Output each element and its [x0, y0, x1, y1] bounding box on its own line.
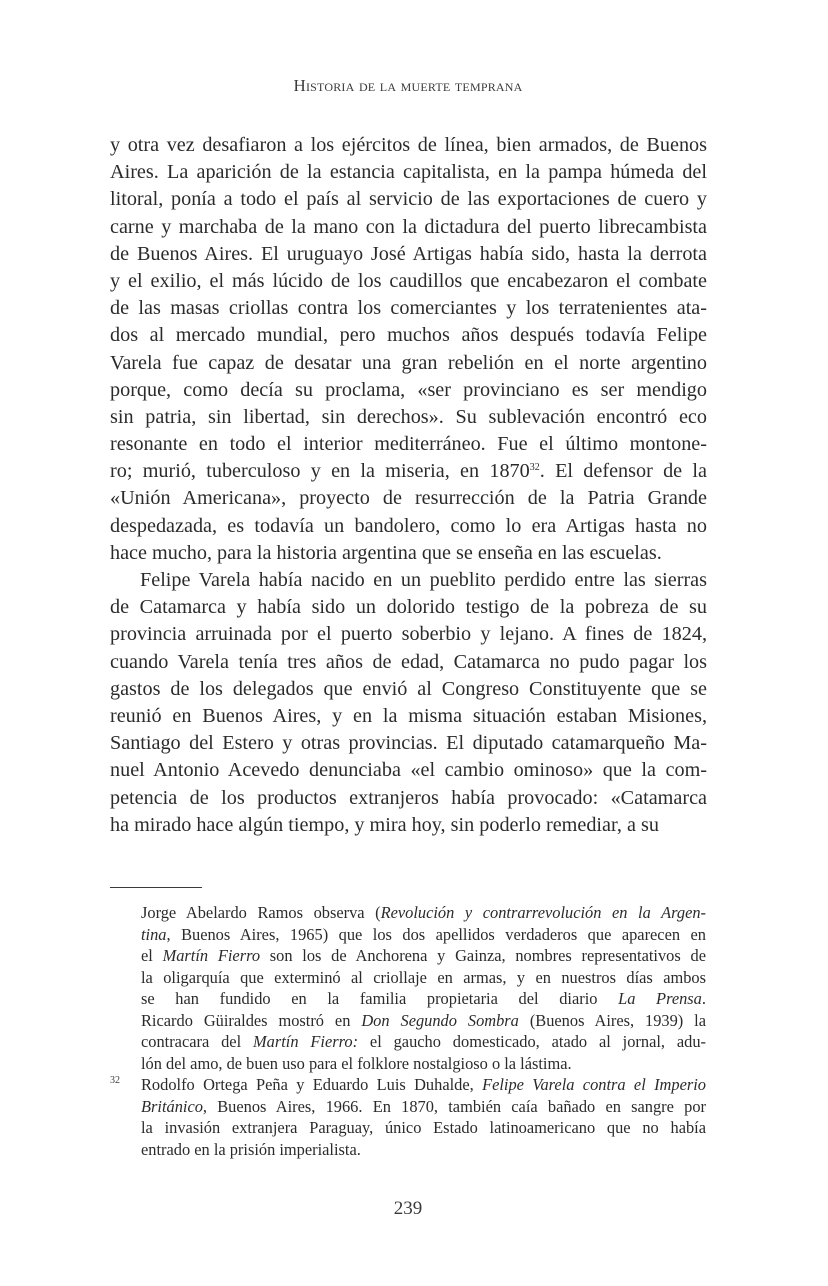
footnotes: [110, 902, 707, 1160]
body-text: [110, 132, 707, 839]
running-head: Historia de la muerte temprana: [293, 76, 523, 95]
text-line: petencia de los productos extranjeros había provocado: «Catamarca: [110, 786, 707, 809]
text-line: Varela fue capaz de desatar una gran rebelión en el norte argentino: [110, 351, 707, 374]
footnote-reference[interactable]: 32: [529, 462, 540, 474]
text-line: reunió en Buenos Aires, y en la misma situación estaban Misiones,: [110, 704, 707, 727]
footnote-separator: [110, 887, 202, 888]
text-line: carne y marchaba de la mano con la dictadura del puerto librecambista: [110, 215, 707, 238]
text-line: resonante en todo el interior mediterráneo. Fue el último montone-: [110, 433, 707, 456]
italic-title: La Prensa: [618, 989, 702, 1008]
footnote-line: contracara del Martín Fierro: el gaucho domesticado, atado al jornal, adu-: [141, 1032, 706, 1051]
text-line: y otra vez desafiaron a los ejércitos de línea, bien armados, de Buenos: [110, 134, 707, 156]
footnote-line: la invasión extranjera Paraguay, único Estado latinoamericano que no había: [141, 1118, 706, 1137]
footnote-line: Rodolfo Ortega Peña y Eduardo Luis Duhalde, Felipe Varela contra el Imperio: [141, 1075, 706, 1094]
text-line: Aires. La aparición de la estancia capitalista, en la pampa húmeda del: [110, 161, 707, 184]
page-number: 239: [393, 1198, 423, 1219]
text-line: de Buenos Aires. El uruguayo José Artigas había sido, hasta la derrota: [110, 242, 707, 265]
text-line: hace mucho, para la historia argentina que se enseña en las escuelas.: [110, 541, 662, 564]
footnote: [110, 1074, 706, 1160]
text-line: nuel Antonio Acevedo denunciaba «el cambio ominoso» que la com-: [110, 759, 707, 782]
text-line: ro; murió, tuberculoso y en la miseria, en 1870$^{32}$. El defensor de la: [110, 460, 707, 483]
italic-title: tina: [141, 924, 167, 944]
italic-title: Martín Fierro:: [253, 1032, 359, 1051]
text-line: ha mirado hace algún tiempo, y mira hoy, sin poderlo remediar, a su: [110, 813, 659, 836]
text-line: gastos de los delegados que envió al Congreso Constituyente que se: [110, 677, 707, 700]
italic-title: Revolución y contrarrevolución en la Argen-: [380, 903, 706, 922]
italic-title: Martín Fierro: [162, 946, 261, 965]
text-line: de Catamarca y había sido un dolorido testigo de la pobreza de su: [110, 596, 707, 619]
paragraph: [110, 567, 707, 839]
footnote-line: Jorge Abelardo Ramos observa (Revolución y contrarrevolución en la Argen-: [141, 903, 706, 922]
footnote-line: la oligarquía que exterminó al criollaje en armas, y en nuestros días ambos: [141, 967, 706, 987]
footnote-line: se han fundido en la familia propietaria del diario La Prensa.: [141, 989, 706, 1008]
text-line: y el exilio, el más lúcido de los caudillos que encabezaron el combate: [110, 269, 707, 292]
text-line: litoral, ponía a todo el país al servicio de las exportaciones de cuero y: [110, 188, 707, 211]
footnote-line: Británico, Buenos Aires, 1966. En 1870, también caía bañado en sangre por: [141, 1096, 706, 1116]
footnote-line: Ricardo Güiraldes mostró en Don Segundo Sombra (Buenos Aires, 1939) la: [141, 1010, 707, 1030]
footnote: [141, 902, 706, 1074]
text-line: provincia arruinada por el puerto soberbio y lejano. A fines de 1824,: [110, 623, 707, 646]
footnote-marker: 32: [110, 1075, 120, 1086]
text-line: dos al mercado mundial, pero muchos años después todavía Felipe: [110, 324, 707, 347]
text-line: porque, como decía su proclama, «ser provinciano es ser mendigo: [110, 378, 707, 401]
italic-title: Felipe Varela contra el Imperio: [482, 1075, 706, 1094]
footnote-line: tina, Buenos Aires, 1965) que los dos apellidos verdaderos que aparecen en: [141, 924, 706, 944]
text-line: despedazada, es todavía un bandolero, como lo era Artigas hasta no: [110, 514, 707, 537]
text-line: de las masas criollas contra los comerciantes y los terratenientes ata-: [110, 297, 707, 320]
italic-title: Británico: [141, 1096, 203, 1116]
text-line: cuando Varela tenía tres años de edad, Catamarca no pudo pagar los: [110, 650, 707, 673]
text-line: Felipe Varela había nacido en un pueblito perdido entre las sierras: [140, 569, 707, 591]
text-line: sin patria, sin libertad, sin derechos». Su sublevación encontró eco: [110, 405, 707, 428]
footnote-line: el Martín Fierro son los de Anchorena y Gainza, nombres representativos de: [141, 946, 706, 965]
footnote-line: entrado en la prisión imperialista.: [141, 1139, 361, 1159]
text-line: Santiago del Estero y otras provincias. El diputado catamarqueño Ma-: [110, 732, 707, 755]
paragraph: [110, 132, 707, 567]
footnote-line: lón del amo, de buen uso para el folklore nostalgioso o la lástima.: [141, 1053, 572, 1073]
text-line: «Unión Americana», proyecto de resurrección de la Patria Grande: [110, 487, 707, 510]
italic-title: Don Segundo Sombra: [361, 1010, 519, 1030]
